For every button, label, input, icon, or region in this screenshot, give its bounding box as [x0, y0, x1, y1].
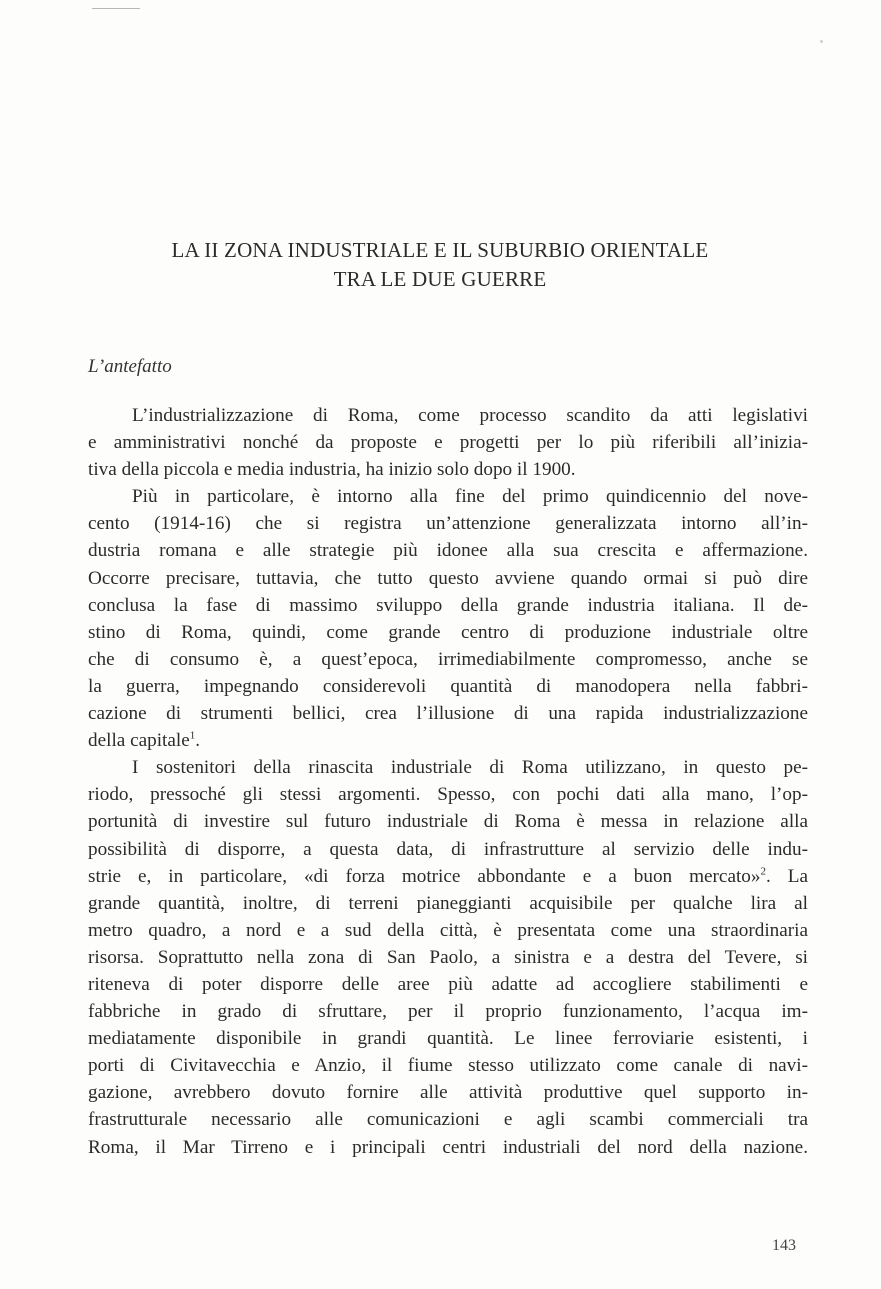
paragraph-3-line-5 [88, 863, 808, 890]
paragraph-2-line-2: cento (1914-16) che si registra un’attenzione generalizzata intorno all’in- [88, 513, 808, 535]
section-heading: L’antefatto [88, 356, 172, 377]
paragraph-2-line-7: che di consumo è, a quest’epoca, irrimediabilmente compromesso, anche se [88, 648, 808, 670]
paragraph-2-line-3: dustria romana e alle strategie più idonee alla sua crescita e affermazione. [88, 540, 808, 562]
paragraph-3-line-8: risorsa. Soprattutto nella zona di San Paolo, a sinistra e a destra del Tevere, si [88, 946, 808, 968]
paragraph-2-end-punct: . [195, 730, 201, 752]
paragraph-2-line-9: cazione di strumenti bellici, crea l’illusione di una rapida industrializzazione [88, 703, 808, 725]
paragraph-2-line-8: la guerra, impegnando considerevoli quantità di manodopera nella fabbri- [88, 675, 808, 697]
paragraph-3-line-15: Roma, il Mar Tirreno e i principali centri industriali del nord della nazione. [88, 1136, 808, 1158]
paragraph-3-line-12: porti di Civitavecchia e Anzio, il fiume stesso utilizzato come canale di navi- [88, 1055, 808, 1077]
paragraph-3-line-7: metro quadro, a nord e a sud della città, è presentata come una straordinaria [88, 919, 808, 941]
chapter-title-line-2: TRA LE DUE GUERRE [333, 267, 547, 291]
paragraph-3-line-9: riteneva di poter disporre delle aree più adatte ad accogliere stabilimenti e [88, 973, 808, 995]
paragraph-1-line-2: e amministrativi nonché da proposte e progetti per lo più riferibili all’inizia- [88, 432, 808, 454]
paragraph-3-line-3: portunità di investire sul futuro industriale di Roma è messa in relazione alla [88, 811, 808, 833]
paragraph-3-line-13: gazione, avrebbero dovuto fornire alle attività produttive quel supporto in- [88, 1082, 808, 1104]
paragraph-3-line-2: riodo, pressoché gli stessi argomenti. Spesso, con pochi dati alla mano, l’op- [88, 784, 808, 806]
scan-artifact-line [92, 8, 140, 9]
paragraph-3-line-5-text: strie e, in particolare, «di forza motrice abbondante e a buon mercato» [88, 865, 761, 887]
footnote-ref-1[interactable]: 1 [189, 729, 196, 742]
paragraph-3-line-11: mediatamente disponibile in grandi quantità. Le linee ferroviarie esistenti, i [88, 1028, 808, 1050]
paragraph-2-line-4: Occorre precisare, tuttavia, che tutto questo avviene quando ormai si può dire [88, 567, 808, 589]
chapter-title [90, 236, 790, 294]
paragraph-1-line-3: tiva della piccola e media industria, ha inizio solo dopo il 1900. [88, 459, 576, 481]
paragraph-3-line-10: fabbriche in grado di sfruttare, per il proprio funzionamento, l’acqua im- [88, 1001, 808, 1023]
paragraph-3-line-6: grande quantità, inoltre, di terreni pianeggianti acquisibile per qualche lira al [88, 892, 808, 914]
paragraph-1-line-1: L’industrializzazione di Roma, come processo scandito da atti legislativi [132, 405, 808, 426]
body-text [88, 402, 808, 1161]
scan-artifact-dot [820, 40, 823, 43]
paragraph-2-line-1: Più in particolare, è intorno alla fine del primo quindicennio del nove- [132, 486, 808, 508]
paragraph-3-line-14: frastrutturale necessario alle comunicazioni e agli scambi commerciali tra [88, 1109, 808, 1131]
page-number: 143 [772, 1237, 796, 1254]
paragraph-2-line-10-text: della capitale [88, 730, 190, 752]
chapter-title-line-1: LA II ZONA INDUSTRIALE E IL SUBURBIO ORIENTALE [171, 238, 709, 262]
paragraph-2-line-10 [88, 727, 808, 754]
footnote-ref-2[interactable]: 2 [760, 865, 766, 878]
paragraph-3-line-5-tail: . La [765, 865, 808, 887]
paragraph-2-line-5: conclusa la fase di massimo sviluppo della grande industria italiana. Il de- [88, 594, 808, 616]
paragraph-3-line-1: I sostenitori della rinascita industriale di Roma utilizzano, in questo pe- [132, 757, 808, 779]
paragraph-3-line-4: possibilità di disporre, a questa data, di infrastrutture al servizio delle indu- [88, 838, 808, 860]
paragraph-2-line-6: stino di Roma, quindi, come grande centro di produzione industriale oltre [88, 621, 808, 643]
